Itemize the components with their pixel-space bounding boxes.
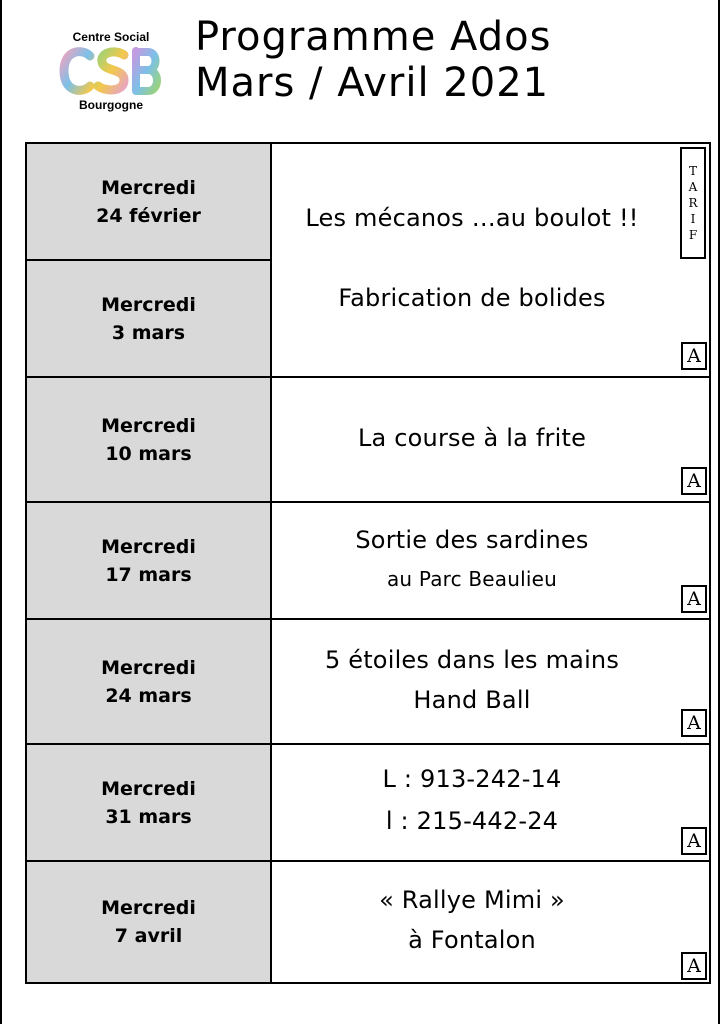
date-day: Mercredi xyxy=(101,176,196,199)
page-title xyxy=(195,14,695,106)
page-border-left xyxy=(0,0,2,1024)
activity-line: L : 913-242-14 xyxy=(382,765,562,793)
activity-line: Fabrication de bolides xyxy=(338,284,606,312)
activity-cell xyxy=(272,745,709,862)
tarif-letter: I xyxy=(690,212,696,226)
logo xyxy=(52,26,170,116)
date-day: Mercredi xyxy=(101,656,196,679)
activity-cell xyxy=(272,378,709,503)
date-value: 31 mars xyxy=(105,805,192,828)
activity-line: Les mécanos …au boulot !! xyxy=(305,204,639,232)
tarif-letter: R xyxy=(688,196,698,210)
date-cell xyxy=(27,144,272,261)
date-cell xyxy=(27,503,272,620)
tarif-badge: A xyxy=(681,467,707,495)
date-day: Mercredi xyxy=(101,777,196,800)
date-cell xyxy=(27,378,272,503)
activity-line: l : 215-442-24 xyxy=(385,807,559,835)
date-day: Mercredi xyxy=(101,293,196,316)
activity-line: à Fontalon xyxy=(408,926,536,954)
date-value: 10 mars xyxy=(105,442,192,465)
date-cell xyxy=(27,261,272,378)
activity-line: « Rallye Mimi » xyxy=(379,886,565,914)
logo-top-text: Centre Social xyxy=(72,30,150,44)
activity-line: Hand Ball xyxy=(413,686,531,714)
date-cell xyxy=(27,745,272,862)
activity-line: Sortie des sardines xyxy=(355,526,589,554)
date-value: 24 février xyxy=(96,204,201,227)
activity-cell xyxy=(272,503,709,620)
date-day: Mercredi xyxy=(101,414,196,437)
tarif-badge: A xyxy=(681,585,707,613)
activity-line: La course à la frite xyxy=(357,424,587,452)
title-line-2: Mars / Avril 2021 xyxy=(195,60,550,106)
tarif-header xyxy=(680,147,706,259)
tarif-badge: A xyxy=(681,342,707,370)
activity-cell xyxy=(272,620,709,745)
date-value: 3 mars xyxy=(111,321,186,344)
date-day: Mercredi xyxy=(101,897,196,919)
page-border-right xyxy=(718,0,720,1024)
tarif-badge: A xyxy=(681,952,707,980)
activity-cell xyxy=(272,862,709,982)
tarif-letter: T xyxy=(688,164,697,178)
date-value: 24 mars xyxy=(105,684,192,707)
tarif-badge: A xyxy=(681,709,707,737)
date-value: 7 avril xyxy=(114,925,183,947)
date-value: 17 mars xyxy=(105,563,192,586)
activity-line: 5 étoiles dans les mains xyxy=(324,646,620,674)
date-cell xyxy=(27,862,272,982)
tarif-letter: F xyxy=(688,228,698,242)
logo-bottom-text: Bourgogne xyxy=(79,98,143,112)
schedule-table xyxy=(25,142,711,984)
tarif-letter: A xyxy=(688,180,698,194)
logo-mark xyxy=(58,46,164,96)
activity-cell xyxy=(272,144,709,378)
date-day: Mercredi xyxy=(101,535,196,558)
activity-line: au Parc Beaulieu xyxy=(386,567,558,591)
title-line-1: Programme Ados xyxy=(195,14,552,60)
date-cell xyxy=(27,620,272,745)
tarif-badge: A xyxy=(681,827,707,855)
